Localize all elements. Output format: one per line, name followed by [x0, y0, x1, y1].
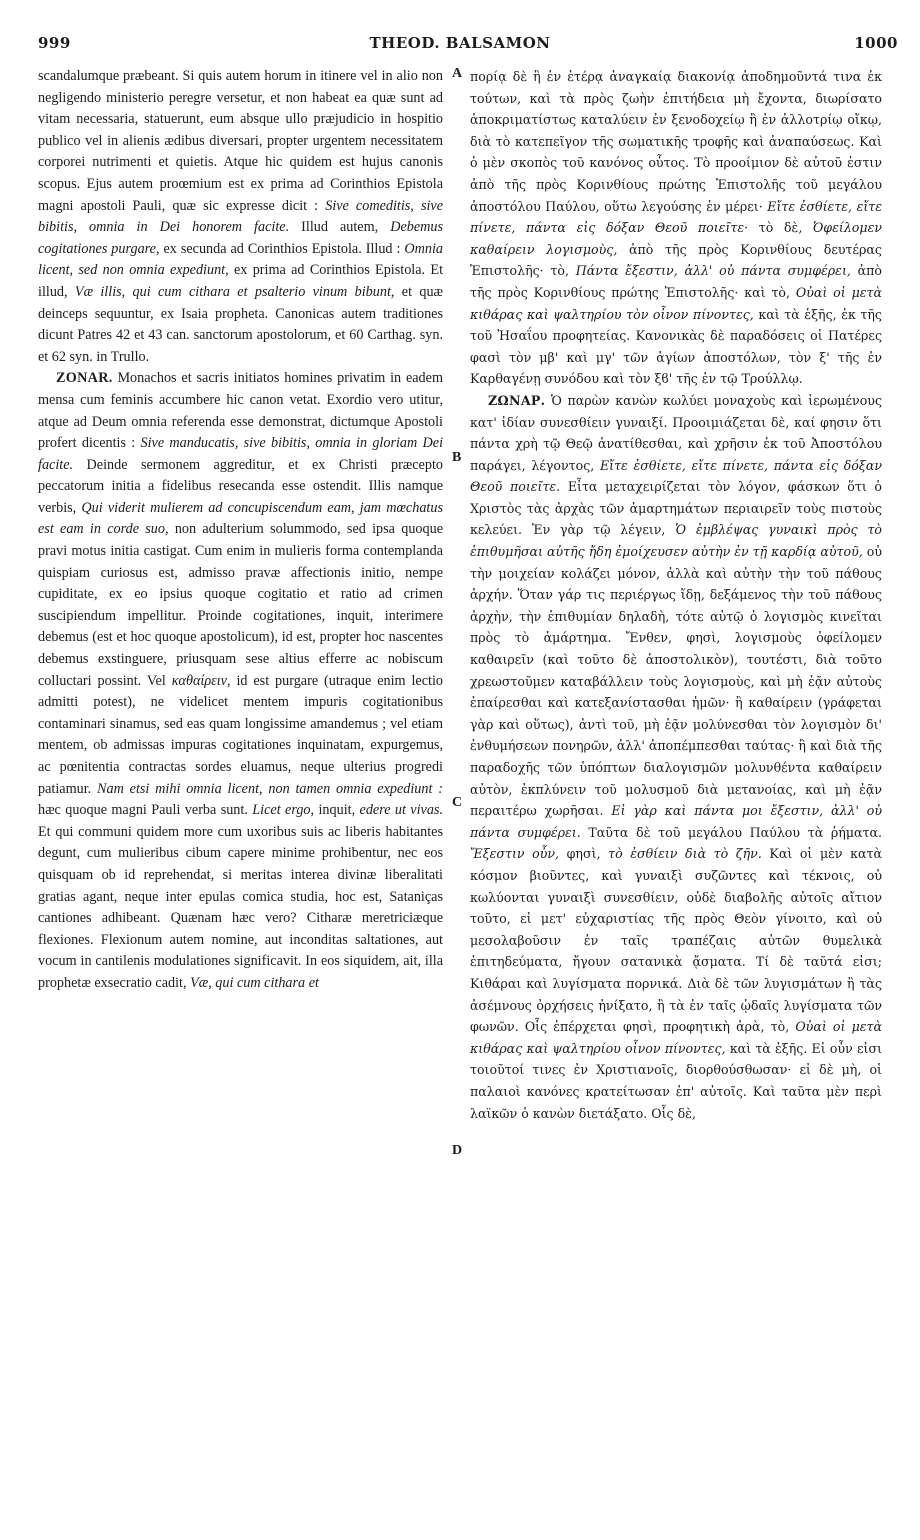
- text-run: καὶ τὰ ἑξῆς, ἐκ τῆς τοῦ Ἡσαΐου προφητείας. Κανονικὰς δὲ παραδόσεις οἱ Πατέρες φασὶ τὸν μβ' καὶ μγ' τῶν ἁγίων ἀποστόλων, τὸν ξ' τῆς ἐν Καρθαγένῃ συνόδου καὶ τὸν ξϐ' τῆς ἐν τῷ Τρούλλῳ.: [470, 306, 882, 387]
- text-run: Εἶτα μεταχειρίζεται τὸν λόγον, φάσκων ὅτι ὁ Χριστὸς τὰς ἀρχὰς τῶν ἁμαρτημάτων περιαιρεῖν τοὺς πιστοὺς κελεύει. Ἐν γὰρ τῷ λέγειν,: [470, 479, 882, 538]
- greek-paragraph: [470, 390, 882, 1124]
- text-run: , id est purgare (utraque enim lectio admitti potest), ne videlicet mentem impuris cogitationibus contaminari sinamus, sed eas quam longissime amandemus ; vel etiam mentem, ob admissas impuras cogitationes inquinatam, expurgemus, ac pœnitentia contractas sordes eluamus, neque ulterius progredi patiamur.: [38, 672, 444, 797]
- text-run: Deinde sermonem aggreditur, et ex Christi præcepto peccatorum initia a fidelibus resecanda esse ostendit. Illis namque verbis,: [38, 456, 443, 516]
- text-run: , ex prima ad Corinthios Epistola. Et illud,: [38, 262, 444, 300]
- text-run: , inquit,: [310, 802, 360, 819]
- quotation: καθαίρειν: [171, 672, 227, 689]
- quotation: Οὐαὶ οἱ μετὰ κιθάρας καὶ ψαλτηρίου τὸν οἶνον πίνοντες,: [470, 284, 882, 322]
- text-run: Monachos et sacris initiatos homines privatim in eadem mensa cum feminis accumbere hic canon vetat. Exordio vero utitur, atque ad Deum omnia referenda esse demonstrat, dictumque Apostoli profert dicentis :: [38, 370, 443, 452]
- margin-mark-d: D: [452, 1143, 463, 1158]
- quotation: Omnia licent, sed non omnia expediunt: [38, 240, 444, 279]
- latin-paragraph: [38, 368, 443, 994]
- quotation: Ὀφείλομεν καθαίρειν λογισμοὺς,: [470, 220, 882, 257]
- quotation: Væ, qui cum cithara et: [190, 974, 319, 991]
- quotation: Væ illis, qui cum cithara et psalterio vinum bibunt,: [74, 283, 395, 300]
- text-run: Et qui communi quidem more cum uxoribus suis ac liberis habitantes degunt, cum mulieribus cibum capere minime prohibentur, nec eos quisquam ob id reprehendat, si meritas interea divinæ liberalitati gratias agant, neque inter epulas comica studia, hoc est, Sataniças cantiones adhibeant. Quænam hæc vero? Citharæ meretriciæque flexiones. Flexionum autem nomine, aut inconditas saltationes, aut vocum in cantilenis modulationes significavit. In eos siquidem, ait, illa prophetæ exsecratio cadit,: [38, 823, 443, 991]
- column-number-left: 999: [38, 34, 71, 52]
- text-run: φησὶ,: [559, 846, 609, 862]
- quotation: Debemus cogitationes purgare: [38, 219, 444, 257]
- quotation: Sive comeditis, sive bibitis, omnia in Dei honorem facite.: [38, 197, 444, 236]
- text-run: καὶ τὰ ἑξῆς. Εἰ οὖν εἰσι τοιοῦτοί τινες ἐν Χριστιανοῖς, διορθούσθωσαν· εἰ δὲ μὴ, οἱ παλαιοὶ κανόνες κρατείτωσαν ἐπ' αὐτοῖς. Καὶ ταῦτα μὲν περὶ λαϊκῶν ὁ κανὼν διετάξατο. Οἷς δὲ,: [470, 1040, 883, 1121]
- quotation: τὸ ἐσθίειν διὰ τὸ ζῆν.: [608, 846, 762, 862]
- text-run: Illud autem,: [289, 219, 391, 236]
- column-number-right: 1000: [854, 34, 898, 52]
- text-run: Ὁ παρὼν κανὼν κωλύει μοναχοὺς καὶ ἱερωμένους κατ' ἰδίαν συνεσθίειν γυναιξί. Προοιμιάζεται δὲ, καί φησιν ὅτι πάντα χρὴ τῷ Θεῷ ἀνατίθεσθαι, καὶ χρῆσιν ἐκ τοῦ Ἀποστόλου παράγει, λέγοντος,: [470, 392, 882, 473]
- text-run: scandalumque præbeant. Si quis autem horum in itinere vel in alio non negligendo ministerio peregre versetur, et non habeat ea quæ sunt ad vitam necessaria, statuerunt, eum absque ullo præjudicio in hospitio publico vel in alienis ædibus diversari, propter urgentem necessitatem corporei nutrimenti et quietis. Atque hic quidem est hujus canonis scopus. Ejus autem proœmium est ex prima ad Corinthios Epistola magni apostoli Pauli, quæ sic expresse dicit :: [38, 68, 443, 214]
- text-run: ἀπὸ τῆς πρὸς Κορινθίους πρώτης Ἐπιστολῆς· καὶ τὸ,: [470, 263, 882, 300]
- quotation: Πάντα ἔξεστιν, ἀλλ' οὐ πάντα συμφέρει,: [575, 263, 851, 279]
- quotation: Εἴτε ἐσθίετε, εἴτε πίνετε, πάντα εἰς δόξαν Θεοῦ ποιεῖτε·: [470, 198, 883, 236]
- quotation: Ἔξεστιν οὖν,: [470, 846, 560, 862]
- text-run: τὸ δὲ,: [748, 220, 813, 236]
- text-run: , ex secunda ad Corinthios Epistola. Illud :: [155, 240, 405, 257]
- quotation: Nam etsi mihi omnia licent, non tamen omnia expediunt :: [97, 780, 443, 797]
- quotation: Οὐαὶ οἱ μετὰ κιθάρας καὶ ψαλτηρίου οἶνον πίνοντες,: [470, 1019, 882, 1056]
- margin-mark-c: C: [452, 795, 463, 810]
- running-title: THEOD. BALSAMON: [369, 34, 551, 52]
- greek-column: [470, 66, 882, 1124]
- text-run: ἀπὸ τῆς πρὸς Κορινθίους δευτέρας Ἐπιστολῆς· τὸ,: [470, 241, 882, 279]
- text-run: et quæ deinceps sequuntur, ex Isaia propheta. Canonicas autem traditiones dicunt Patres 42 et 43 can. sanctorum apostolorum, et 60 Carthag. syn. et 62 syn. in Trullo.: [38, 283, 444, 365]
- latin-paragraph: [38, 66, 443, 368]
- latin-column: [38, 66, 443, 995]
- margin-mark-a: A: [452, 66, 463, 81]
- quotation: Εἴτε ἐσθίετε, εἴτε πίνετε, πάντα εἰς δόξαν Θεοῦ ποιεῖτε.: [470, 457, 882, 495]
- text-run: non adulterium solummodo, sed ipsa quoque pravi motus initia castigat. Cum enim in mulieris forma contemplanda quispiam curiosus est, admisso pravæ affectionis initio, nempe cupiditate, ex eo ipsius quoque cogitatio et ratio ad crimen suscipiendum impellitur. Proinde cogitationes, inquit, interimere debemus (est et hoc quoque apostolicum), id est, propter hoc nascentes debemus exstinguere, priusquam sese altius efferre ac nobiscum colluctari possint. Vel: [38, 521, 443, 689]
- text-run: hæc quoque magni Pauli verba sunt.: [38, 802, 253, 819]
- commentator-label: ZONAR.: [56, 370, 113, 387]
- quotation: Qui viderit mulierem ad concupiscendum eam, jam mœchatus est eam in corde suo,: [38, 499, 443, 538]
- text-run: οὐ τὴν μοιχείαν κολάζει μόνον, ἀλλὰ καὶ αὐτὴν τὴν τοῦ πάθους ἀρχήν. Ὅταν γάρ τις περιέργως ἴδῃ, δεξάμενος τὴν τοῦ πάθους ἀρχὴν, τὴν ἐπιθυμίαν δηλαδὴ, τότε αὐτῷ ὁ λογισμὸς κινεῖται πρὸς τὸ ἁμάρτημα. Ἔνθεν, φησὶ, λογισμοὺς ὀφείλομεν καθαιρεῖν (καὶ τοῦτο δὲ ἀποστολικὸν), τουτέστι, διὰ τοῦτο χρεωστοῦμεν καταβάλλειν τοὺς λογισμοὺς, καὶ μὴ ἐᾷν αὐτοὺς ἐπαίρεσθαι καὶ κατεξανίστασθαι ἡμῶν· ἢ καθαίρειν (γράφεται γὰρ καὶ οὕτως), ἀντὶ τοῦ, μὴ ἐᾷν μολύνεσθαι τὸν λογισμὸν δι' ἐνθυμήσεων πονηρῶν, ἀλλ' ἀποπέμπεσθαι ταύτας· ἢ καὶ διὰ τῆς παραδοχῆς τῶν ὑπόπτων διαλογισμῶν μολυνθέντα καθαίρειν αὐτὸν, ἐκπλύνειν τοῦ μολυσμοῦ διὰ μετανοίας, καὶ μὴ ἐᾷν περαιτέρω χωρῆσαι.: [470, 544, 882, 819]
- quotation: edere ut vivas.: [359, 802, 444, 819]
- commentator-label: ΖΩΝΑΡ.: [488, 392, 546, 408]
- greek-paragraph: [470, 66, 882, 390]
- quotation: Ὁ ἐμβλέψας γυναικὶ πρὸς τὸ ἐπιθυμῆσαι αὐτῆς ἤδη ἐμοίχευσεν αὐτὴν ἐν τῇ καρδίᾳ αὐτοῦ,: [470, 522, 883, 560]
- text-run: Καὶ οἱ μὲν κατὰ κόσμον βιοῦντες, καὶ γυναιξὶ συζῶντες καὶ τέκνοις, οὐ κωλύονται γυναιξὶ συνεσθίειν, οὐδὲ διαβολῆς αὐτοῖς αἴτιον τοῦτο, εἰ μετ' εὐχαριστίας τῆς πρὸς Θεὸν γίνοιτο, καὶ οὐ μεσολαβοῦσιν ἐν ταῖς τραπέζαις αὐτῶν θυμελικὰ ἐπιτηδεύματα, ἤγουν σατανικὰ ᾄσματα. Τί δὲ ταῦτά εἰσι; Κιθάραι καὶ λυγίσματα πορνικά. Διὰ δὲ τῶν λυγισμάτων ἢ τὰς ἀσέμνους ὀρχήσεις ἠνίξατο, ἢ τὰ ἐν ταῖς ᾠδαῖς λυγίσματα τῶν φωνῶν. Οἷς ἐπέρχεται φησὶ, προφητικὴ ἀρὰ, τὸ,: [470, 846, 882, 1035]
- text-run: Ταῦτα δὲ τοῦ μεγάλου Παύλου τὰ ῥήματα.: [580, 824, 882, 840]
- text-run: πορίᾳ δὲ ἢ ἐν ἑτέρᾳ ἀναγκαίᾳ διακονίᾳ ἀποδημοῦντά τινα ἐκ τούτων, καὶ τὰ πρὸς ζωὴν ἐπιτήδεια μὴ ἔχοντα, διωρίσατο ἀποκριματίστως καταλύειν ἐν ξενοδοχείῳ ἢ ἐν ἀλλοτρίῳ οἴκῳ, διὰ τὸ κατεπεῖγον τῆς σωματικῆς τροφῆς καὶ ἀναπαύσεως. Καὶ ὁ μὲν σκοπὸς τοῦ κανόνος οὗτος. Τὸ προοίμιον δὲ αὐτοῦ ἐστιν ἀπὸ τῆς πρὸς Κορινθίους πρώτης Ἐπιστολῆς τοῦ μεγάλου ἀποστόλου Παύλου, οὕτω λεγούσης ἐν μέρει·: [470, 69, 882, 214]
- quotation: Εἰ γὰρ καὶ πάντα μοι ἔξεστιν, ἀλλ' οὐ πάντα συμφέρει.: [470, 803, 882, 840]
- quotation: Licet ergo: [252, 802, 311, 819]
- margin-mark-b: B: [452, 450, 462, 465]
- quotation: Sive manducatis, sive bibitis, omnia in gloriam Dei facite.: [38, 435, 444, 473]
